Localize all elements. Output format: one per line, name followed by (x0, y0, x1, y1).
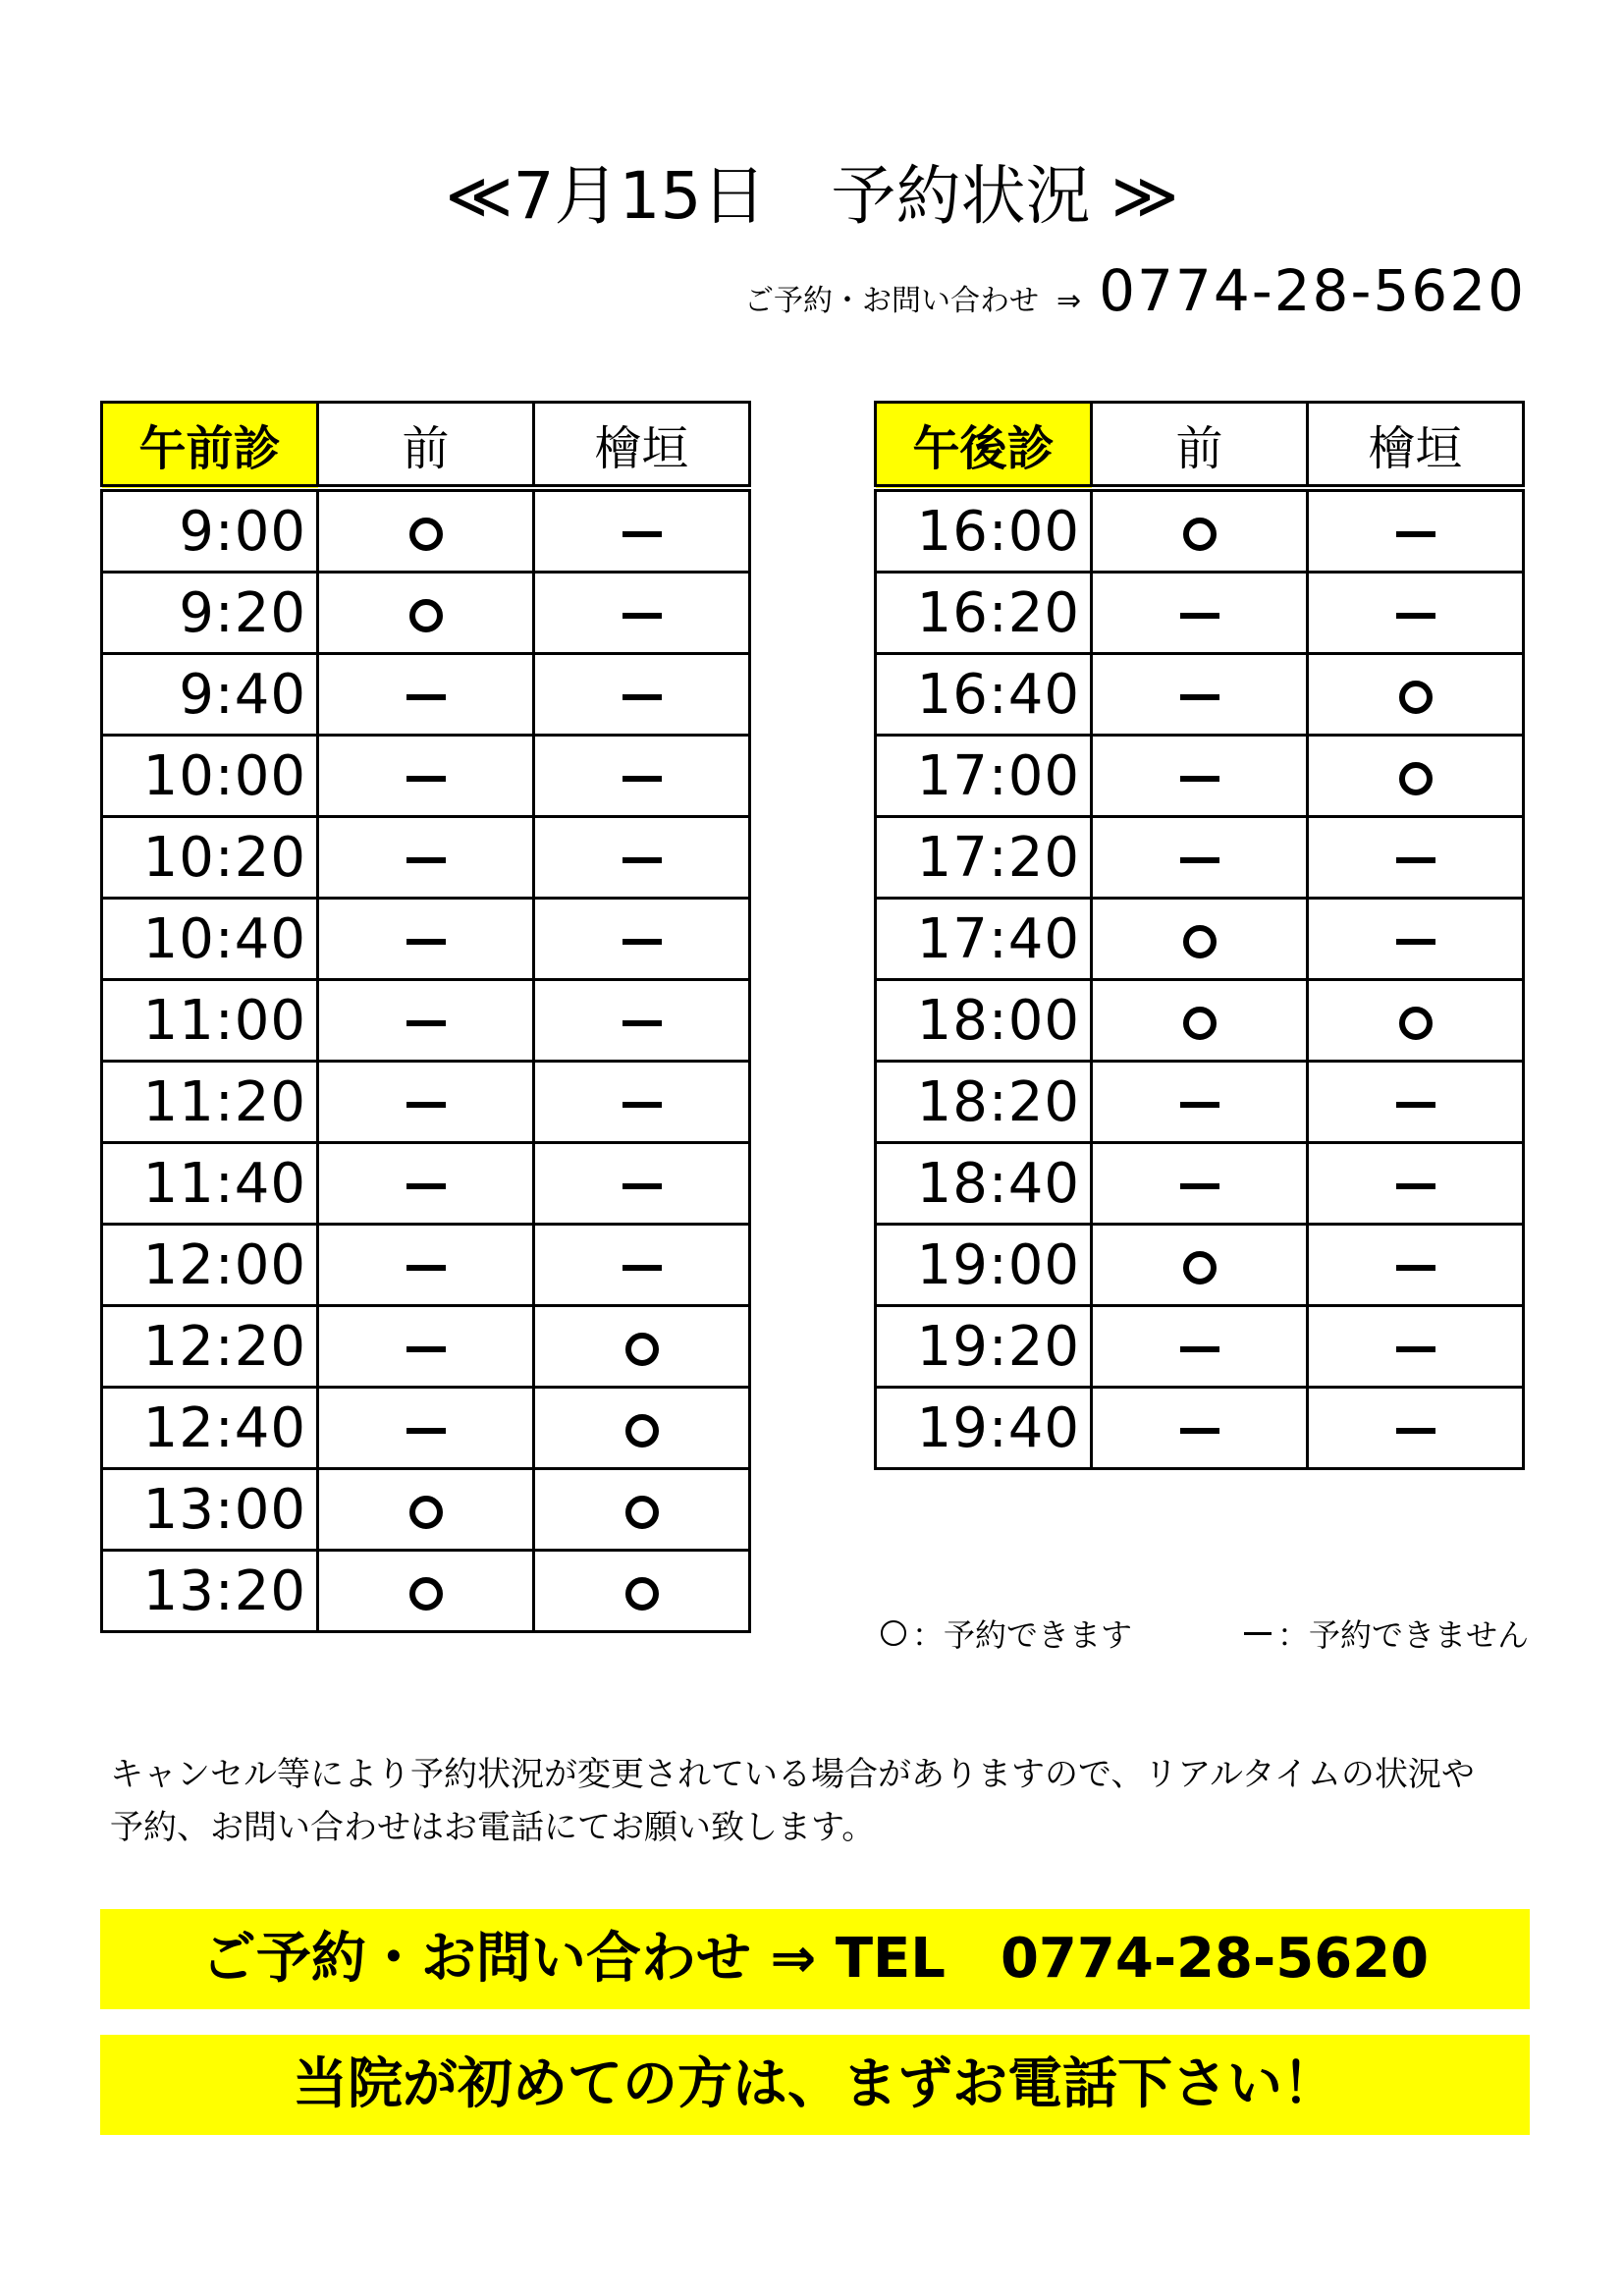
status-mae (318, 1469, 534, 1551)
table-row (102, 488, 750, 573)
status-mae (318, 488, 534, 573)
status-higaki (1308, 899, 1524, 980)
status-higaki (1308, 1143, 1524, 1225)
time-slot: 9:20 (102, 573, 318, 654)
time-slot: 19:20 (876, 1306, 1092, 1388)
table-row (102, 899, 750, 980)
available-circle-icon (1183, 1007, 1217, 1040)
available-circle-icon (1399, 1007, 1433, 1040)
unavailable-dash-icon (623, 1102, 662, 1108)
unavailable-dash-icon (623, 857, 662, 863)
status-higaki (1308, 488, 1524, 573)
dash-icon (1244, 1632, 1272, 1635)
morning-schedule-table (100, 401, 751, 1633)
legend-unavailable-label: ：予約できません (1276, 1616, 1529, 1654)
unavailable-dash-icon (1180, 776, 1219, 782)
unavailable-dash-icon (1180, 1183, 1219, 1189)
available-circle-icon (1399, 762, 1433, 795)
status-mae (318, 736, 534, 817)
status-higaki (534, 980, 750, 1062)
unavailable-dash-icon (406, 1102, 446, 1108)
available-circle-icon (409, 1496, 443, 1529)
available-circle-icon (1183, 1251, 1217, 1285)
table-row (102, 817, 750, 899)
status-higaki (1308, 654, 1524, 736)
time-slot: 16:40 (876, 654, 1092, 736)
legend-unavailable (1244, 1611, 1529, 1656)
status-higaki (534, 817, 750, 899)
unavailable-dash-icon (406, 1265, 446, 1271)
column-header-mae: 前 (318, 403, 534, 489)
unavailable-dash-icon (623, 613, 662, 619)
status-mae (318, 899, 534, 980)
unavailable-dash-icon (406, 1020, 446, 1026)
status-mae (1092, 980, 1308, 1062)
time-slot: 19:00 (876, 1225, 1092, 1306)
unavailable-dash-icon (1396, 531, 1435, 537)
status-higaki (534, 1062, 750, 1143)
time-slot: 17:00 (876, 736, 1092, 817)
time-slot: 17:40 (876, 899, 1092, 980)
status-higaki (534, 573, 750, 654)
status-higaki (534, 1551, 750, 1632)
column-header-higaki: 檜垣 (534, 403, 750, 489)
table-row (102, 654, 750, 736)
column-header-mae: 前 (1092, 403, 1308, 489)
time-slot: 17:20 (876, 817, 1092, 899)
table-row (876, 1225, 1524, 1306)
unavailable-dash-icon (1180, 1102, 1219, 1108)
morning-header: 午前診 (102, 403, 318, 489)
time-slot: 13:20 (102, 1551, 318, 1632)
notice-line-2: 予約、お問い合わせはお電話にてお願い致します。 (110, 1808, 876, 1847)
afternoon-header: 午後診 (876, 403, 1092, 489)
status-higaki (534, 1143, 750, 1225)
status-higaki (1308, 1062, 1524, 1143)
table-row (876, 1388, 1524, 1469)
status-mae (318, 1225, 534, 1306)
status-mae (1092, 1388, 1308, 1469)
status-mae (318, 1551, 534, 1632)
time-slot: 9:00 (102, 488, 318, 573)
table-header-row (876, 403, 1524, 489)
unavailable-dash-icon (406, 939, 446, 945)
unavailable-dash-icon (406, 694, 446, 700)
status-higaki (534, 899, 750, 980)
available-circle-icon (409, 518, 443, 551)
status-mae (1092, 654, 1308, 736)
available-circle-icon (1183, 518, 1217, 551)
contact-label: ご予約・お問い合わせ (743, 284, 1039, 318)
unavailable-dash-icon (1180, 613, 1219, 619)
table-row (876, 654, 1524, 736)
status-mae (1092, 1062, 1308, 1143)
status-mae (1092, 488, 1308, 573)
status-higaki (534, 488, 750, 573)
status-mae (1092, 817, 1308, 899)
status-mae (318, 654, 534, 736)
table-row (102, 1551, 750, 1632)
unavailable-dash-icon (1396, 1346, 1435, 1352)
table-row (876, 488, 1524, 573)
table-row (102, 1306, 750, 1388)
unavailable-dash-icon (1180, 857, 1219, 863)
table-row (876, 736, 1524, 817)
unavailable-dash-icon (1396, 1183, 1435, 1189)
time-slot: 19:40 (876, 1388, 1092, 1469)
available-circle-icon (1183, 925, 1217, 958)
table-row (876, 1143, 1524, 1225)
status-mae (318, 817, 534, 899)
available-circle-icon (1399, 681, 1433, 714)
first-visit-banner: 当院が初めての方は、まずお電話下さい！ (100, 2035, 1530, 2135)
unavailable-dash-icon (623, 1020, 662, 1026)
status-mae (1092, 1143, 1308, 1225)
time-slot: 16:00 (876, 488, 1092, 573)
status-higaki (534, 1388, 750, 1469)
legend (881, 1611, 1529, 1656)
unavailable-dash-icon (406, 1183, 446, 1189)
status-mae (318, 1388, 534, 1469)
status-higaki (1308, 1388, 1524, 1469)
time-slot: 16:20 (876, 573, 1092, 654)
status-mae (318, 1062, 534, 1143)
unavailable-dash-icon (406, 857, 446, 863)
unavailable-dash-icon (623, 1183, 662, 1189)
unavailable-dash-icon (1396, 1102, 1435, 1108)
time-slot: 10:00 (102, 736, 318, 817)
notice-text (110, 1748, 1524, 1854)
table-row (102, 1225, 750, 1306)
time-slot: 11:20 (102, 1062, 318, 1143)
status-mae (318, 1306, 534, 1388)
status-mae (1092, 899, 1308, 980)
unavailable-dash-icon (1180, 1428, 1219, 1434)
status-higaki (1308, 817, 1524, 899)
table-row (102, 573, 750, 654)
table-row (876, 1062, 1524, 1143)
notice-line-1: キャンセル等により予約状況が変更されている場合がありますので、リアルタイムの状況や (110, 1755, 1475, 1794)
unavailable-dash-icon (623, 776, 662, 782)
circle-icon (881, 1620, 906, 1646)
table-row (876, 980, 1524, 1062)
unavailable-dash-icon (1180, 1346, 1219, 1352)
time-slot: 12:00 (102, 1225, 318, 1306)
status-higaki (1308, 1225, 1524, 1306)
unavailable-dash-icon (623, 694, 662, 700)
page-title: ≪7月15日 予約状況 ≫ (445, 158, 1179, 234)
time-slot: 18:20 (876, 1062, 1092, 1143)
available-circle-icon (625, 1577, 659, 1611)
table-row (876, 899, 1524, 980)
time-slot: 18:00 (876, 980, 1092, 1062)
legend-available-label: ：予約できます (912, 1616, 1133, 1654)
status-higaki (534, 1306, 750, 1388)
unavailable-dash-icon (623, 1265, 662, 1271)
available-circle-icon (625, 1333, 659, 1366)
time-slot: 18:40 (876, 1143, 1092, 1225)
unavailable-dash-icon (1396, 1428, 1435, 1434)
table-row (876, 817, 1524, 899)
status-higaki (1308, 736, 1524, 817)
status-higaki (534, 654, 750, 736)
status-mae (1092, 1306, 1308, 1388)
table-header-row (102, 403, 750, 489)
legend-available (881, 1611, 1132, 1656)
time-slot: 10:20 (102, 817, 318, 899)
arrow-icon: ⇒ (1056, 284, 1082, 318)
table-row (102, 736, 750, 817)
time-slot: 13:00 (102, 1469, 318, 1551)
status-mae (318, 1143, 534, 1225)
contact-line (744, 257, 1526, 336)
unavailable-dash-icon (623, 939, 662, 945)
time-slot: 10:40 (102, 899, 318, 980)
afternoon-schedule-table (874, 401, 1525, 1470)
table-row (876, 573, 1524, 654)
status-higaki (1308, 1306, 1524, 1388)
unavailable-dash-icon (406, 1346, 446, 1352)
available-circle-icon (409, 599, 443, 632)
time-slot: 11:40 (102, 1143, 318, 1225)
table-row (876, 1306, 1524, 1388)
unavailable-dash-icon (406, 776, 446, 782)
unavailable-dash-icon (623, 531, 662, 537)
table-row (102, 1143, 750, 1225)
column-header-higaki: 檜垣 (1308, 403, 1524, 489)
table-row (102, 1062, 750, 1143)
status-higaki (1308, 573, 1524, 654)
table-row (102, 1388, 750, 1469)
status-mae (318, 573, 534, 654)
status-higaki (534, 736, 750, 817)
unavailable-dash-icon (1396, 939, 1435, 945)
contact-banner: ご予約・お問い合わせ ⇒ TEL 0774-28-5620 (100, 1909, 1530, 2009)
table-row (102, 1469, 750, 1551)
time-slot: 12:20 (102, 1306, 318, 1388)
unavailable-dash-icon (1180, 694, 1219, 700)
status-mae (1092, 573, 1308, 654)
table-row (102, 980, 750, 1062)
available-circle-icon (625, 1414, 659, 1448)
unavailable-dash-icon (1396, 613, 1435, 619)
time-slot: 9:40 (102, 654, 318, 736)
unavailable-dash-icon (1396, 857, 1435, 863)
available-circle-icon (625, 1496, 659, 1529)
unavailable-dash-icon (1396, 1265, 1435, 1271)
available-circle-icon (409, 1577, 443, 1611)
time-slot: 11:00 (102, 980, 318, 1062)
status-mae (318, 980, 534, 1062)
status-higaki (1308, 980, 1524, 1062)
status-mae (1092, 736, 1308, 817)
phone-number[interactable]: 0774-28-5620 (1099, 257, 1526, 324)
unavailable-dash-icon (406, 1428, 446, 1434)
status-mae (1092, 1225, 1308, 1306)
time-slot: 12:40 (102, 1388, 318, 1469)
status-higaki (534, 1469, 750, 1551)
status-higaki (534, 1225, 750, 1306)
